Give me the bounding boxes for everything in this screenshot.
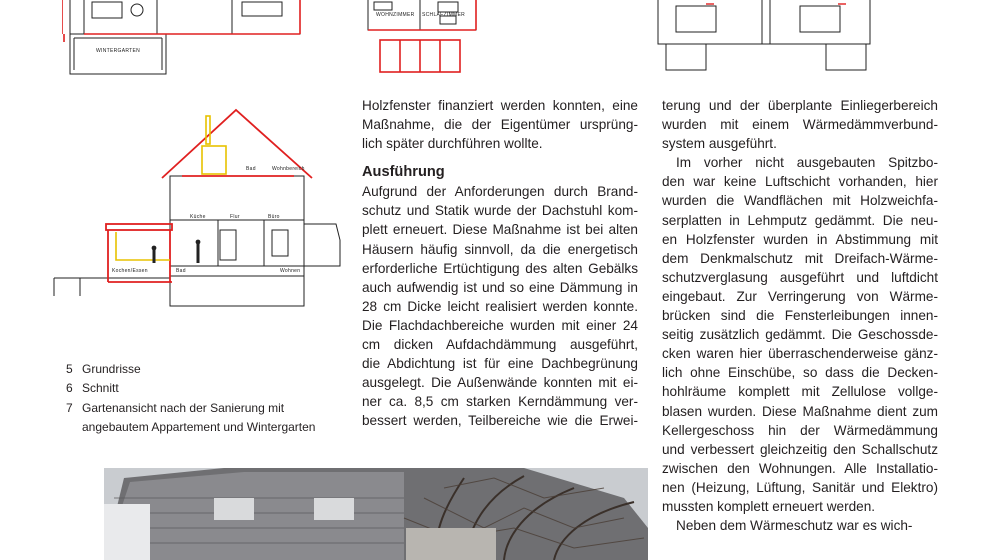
paragraph-line: plett erneuert. Diese Maßnahme ist bei alten bbox=[362, 222, 638, 238]
paragraph-line: lich später durchführen wollte. bbox=[362, 136, 543, 152]
paragraph-line: serplatten in Lehmputz gedämmt. Die neu- bbox=[662, 212, 938, 228]
paragraph-line: Neben dem Wärmeschutz war es wich- bbox=[676, 518, 913, 534]
paragraph-line: schutzverglasung ausgeführt und luftdicht bbox=[662, 269, 938, 285]
paragraph-line: eingebaut. Zur Verringerung von Wärme- bbox=[662, 288, 938, 304]
paragraph-line: Kellergeschoss hin der Wärmedämmung bbox=[662, 422, 938, 438]
plan-label-wintergarten: WINTERGARTEN bbox=[96, 48, 141, 54]
paragraph-line: schutz und Statik wurde der Dachstuhl kom- bbox=[362, 203, 638, 219]
paragraph-line: ner ca. 8,5 cm starken Kerndämmung ver- bbox=[362, 394, 638, 410]
paragraph-line: lich ohne Einschübe, so dass die Decken- bbox=[662, 365, 938, 381]
caption-number: 5 bbox=[66, 362, 73, 376]
section-room-bad: Bad bbox=[246, 166, 256, 172]
paragraph-line: dem Denkmalschutz mit Dreifach-Wärme- bbox=[662, 250, 938, 266]
caption-text: Schnitt bbox=[82, 381, 119, 396]
text-column-right bbox=[662, 96, 938, 535]
section-drawing bbox=[50, 100, 350, 320]
paragraph-line: erforderliche Ertüchtigung des alten Gebälks bbox=[362, 260, 638, 276]
caption-7 bbox=[66, 399, 352, 438]
section-room-wohnbereich: Wohnbereich bbox=[272, 166, 305, 172]
paragraph-line: blasen wurden. Diese Maßnahme dient zum bbox=[662, 403, 938, 419]
caption-number: 7 bbox=[66, 400, 73, 415]
section-heading-ausfuehrung: Ausführung bbox=[362, 164, 445, 181]
paragraph-line: Holzfenster finanziert werden konnten, eine bbox=[362, 98, 638, 113]
paragraph-line: ausgelegt. Die Außenwände konnten mit ei- bbox=[362, 375, 638, 391]
paragraph-line: wurden mit einem Wärmedämmverbund- bbox=[662, 117, 938, 133]
section-room-kochen-essen: Kochen/Essen bbox=[112, 268, 148, 274]
paragraph-line: auch aufwendig ist und so eine Dämmung in bbox=[362, 279, 638, 295]
text-column-middle bbox=[362, 96, 638, 431]
paragraph-line: nen (Heizung, Lüftung, Sanitär und Elektro) bbox=[662, 479, 938, 495]
paragraph-line: cm dicken Aufdachdämmung ausgeführt, bbox=[362, 337, 638, 353]
paragraph-line: Die Flachdachbereiche wurden mit einer 24 bbox=[362, 317, 638, 333]
paragraph-line: den war keine Luftschicht vorhanden, hier bbox=[662, 174, 938, 190]
caption-6 bbox=[66, 379, 352, 398]
section-room-buero: Büro bbox=[268, 214, 280, 220]
paragraph-line: bessert werden, Teilbereiche wie die Erwei- bbox=[362, 413, 638, 429]
paragraph-line: Häusern häufig sinnvoll, da die energetisch bbox=[362, 241, 638, 257]
paragraph-line: zwischen den Wohnungen. Alle Installatio- bbox=[662, 460, 938, 476]
paragraph-line: en Holzfenster wurden in Abstimmung mit bbox=[662, 231, 938, 247]
paragraph-line: und verbessert gleichzeitig den Schallschutz bbox=[662, 441, 938, 457]
paragraph-line: die Abdichtung ist für eine Dachbegrünung bbox=[362, 356, 638, 372]
paragraph-line: Aufgrund der Anforderungen durch Brand- bbox=[362, 184, 638, 200]
floor-plan-upper bbox=[362, 0, 482, 80]
garden-view-photo bbox=[104, 468, 648, 560]
paragraph-line: terung und der überplante Einliegerbereich bbox=[662, 98, 938, 113]
caption-number: 6 bbox=[66, 381, 73, 396]
paragraph-line: brücken sind die Fensterleibungen innen- bbox=[662, 308, 938, 324]
floor-plan-attic bbox=[650, 0, 880, 80]
caption-text: Grundrisse bbox=[82, 362, 141, 376]
floor-plan-ground bbox=[62, 0, 312, 80]
plan-label-schlafzimmer: SCHLAFZIMMER bbox=[422, 12, 466, 18]
caption-text: Gartenansicht nach der Sanierung mit angebautem Appartement und Wintergarten bbox=[82, 400, 316, 435]
caption-5 bbox=[66, 360, 352, 379]
paragraph-line: Im vorher nicht ausgebauten Spitzbo- bbox=[676, 155, 938, 171]
section-room-bad2: Bad bbox=[176, 268, 186, 274]
paragraph-line: seitig zusätzlich gedämmt. Die Geschossde- bbox=[662, 327, 938, 343]
paragraph-line: wurden die Wandflächen mit Holzweichfa- bbox=[662, 193, 938, 209]
section-room-flur: Flur bbox=[230, 214, 240, 220]
paragraph-line: mussten komplett erneuert werden. bbox=[662, 498, 876, 514]
section-room-kueche: Küche bbox=[190, 214, 206, 220]
paragraph-line: Maßnahme, die der Eigentümer ursprüng- bbox=[362, 117, 638, 133]
paragraph-line: system ausgeführt. bbox=[662, 136, 777, 152]
section-room-wohnen: Wohnen bbox=[280, 268, 301, 274]
paragraph-line: 28 cm Dicke leicht realisiert werden konnte. bbox=[362, 298, 638, 314]
paragraph-line: hohlräume komplett mit Zellulose vollge- bbox=[662, 384, 938, 400]
figure-captions bbox=[66, 360, 352, 438]
paragraph-line: cken waren hier überraschenderweise gänz- bbox=[662, 346, 938, 362]
plan-label-wohnzimmer: WOHNZIMMER bbox=[376, 12, 415, 18]
